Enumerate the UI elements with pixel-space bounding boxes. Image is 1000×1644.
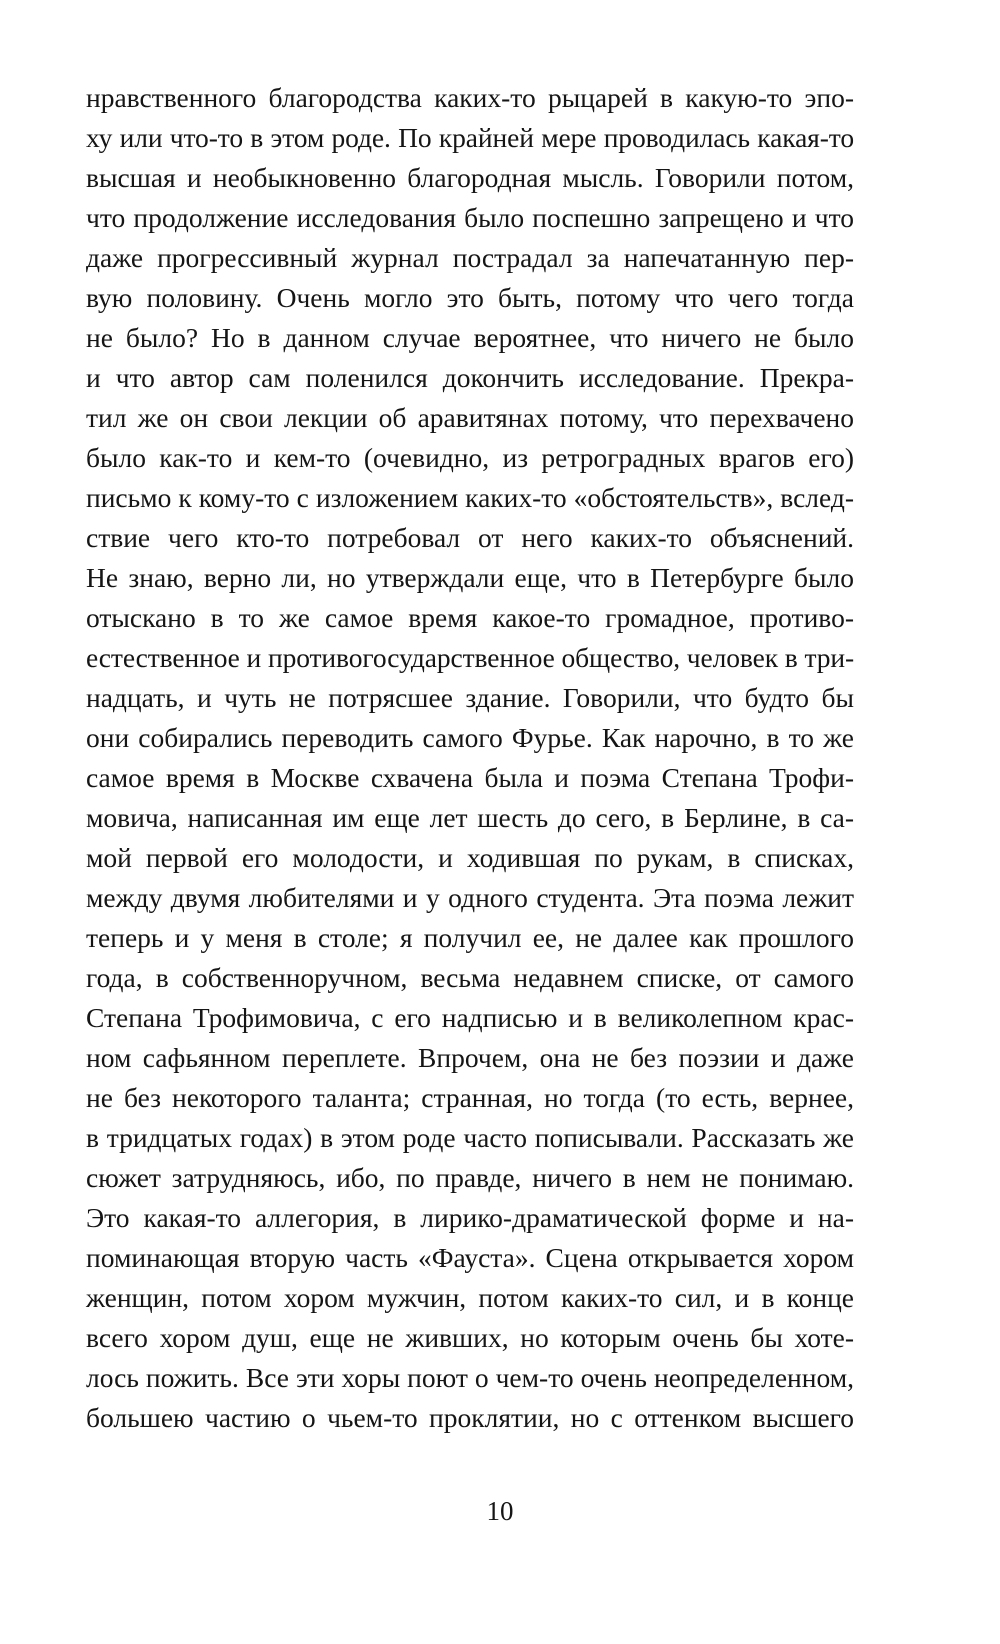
- text-line: высшая и необыкновенно благородная мысль. Говорили потом,: [86, 162, 854, 193]
- text-line: и что автор сам поленился докончить исследование. Прекра-: [86, 362, 854, 393]
- text-line: отыскано в то же самое время какое-то громадное, противо-: [86, 602, 854, 633]
- text-line: нравственного благородства каких-то рыцарей в какую-то эпо-: [86, 82, 854, 113]
- text-line: года, в собственноручном, весьма недавнем списке, от самого: [86, 962, 854, 993]
- text-line: естественное и противогосударственное общество, человек в три-: [86, 642, 855, 673]
- text-line: лось пожить. Все эти хоры поют о чем-то очень неопределенном,: [86, 1362, 854, 1393]
- text-line: женщин, потом хором мужчин, потом каких-то сил, и в конце: [86, 1282, 854, 1313]
- text-line: было как-то и кем-то (очевидно, из ретроградных врагов его): [86, 442, 854, 473]
- text-line: сюжет затрудняюсь, ибо, по правде, ничего в нем не понимаю.: [86, 1162, 854, 1193]
- text-line: ствие чего кто-то потребовал от него каких-то объяснений.: [86, 522, 854, 553]
- text-line: Не знаю, верно ли, но утверждали еще, что в Петербурге было: [86, 562, 854, 593]
- text-line: вую половину. Очень могло это быть, потому что чего тогда: [86, 282, 854, 313]
- text-line: в тридцатых годах) в этом роде часто пописывали. Рассказать же: [86, 1122, 854, 1153]
- text-line: даже прогрессивный журнал пострадал за напечатанную пер-: [86, 242, 854, 273]
- text-line: ху или что-то в этом роде. По крайней мере проводилась какая-то: [86, 122, 854, 153]
- text-line: самое время в Москве схвачена была и поэма Степана Трофи-: [86, 762, 854, 793]
- text-line: что продолжение исследования было поспешно запрещено и что: [86, 202, 854, 233]
- text-line: не было? Но в данном случае вероятнее, что ничего не было: [86, 322, 854, 353]
- text-line: большею частию о чьем-то проклятии, но с оттенком высшего: [86, 1402, 854, 1433]
- text-line: теперь и у меня в столе; я получил ее, не далее как прошлого: [86, 922, 854, 953]
- text-line: Это какая-то аллегория, в лирико-драматической форме и на-: [86, 1202, 854, 1233]
- text-line: поминающая вторую часть «Фауста». Сцена открывается хором: [86, 1242, 854, 1273]
- text-line: мовича, написанная им еще лет шесть до сего, в Берлине, в са-: [86, 802, 854, 833]
- text-line: мой первой его молодости, и ходившая по рукам, в списках,: [86, 842, 854, 873]
- text-line: Степана Трофимовича, с его надписью и в великолепном крас-: [86, 1002, 854, 1033]
- text-line: надцать, и чуть не потрясшее здание. Говорили, что будто бы: [86, 682, 854, 713]
- text-line: они собирались переводить самого Фурье. Как нарочно, в то же: [86, 722, 854, 753]
- body-text: [86, 78, 854, 1438]
- text-line: ном сафьянном переплете. Впрочем, она не без поэзии и даже: [86, 1042, 854, 1073]
- page-number: 10: [486, 1496, 514, 1526]
- text-line: между двумя любителями и у одного студента. Эта поэма лежит: [86, 882, 854, 913]
- text-line: тил же он свои лекции об аравитянах потому, что перехвачено: [86, 402, 854, 433]
- text-line: письмо к кому-то с изложением каких-то «обстоятельств», вслед-: [86, 482, 854, 513]
- text-line: всего хором душ, еще не живших, но которым очень бы хоте-: [86, 1322, 854, 1353]
- text-line: не без некоторого таланта; странная, но тогда (то есть, вернее,: [86, 1082, 854, 1113]
